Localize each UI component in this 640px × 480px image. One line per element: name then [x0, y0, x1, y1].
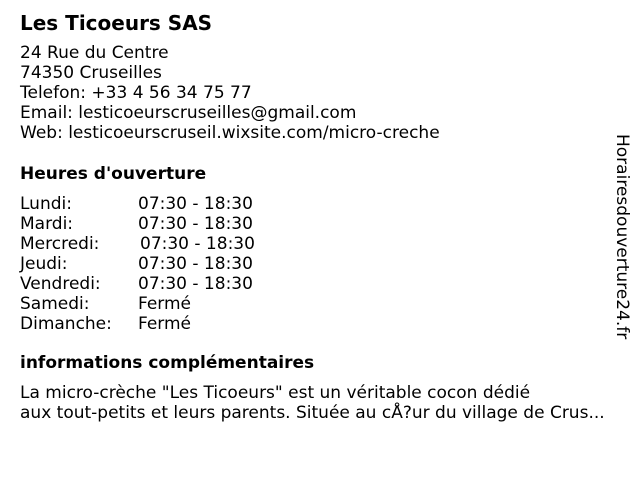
additional-info-text — [20, 383, 630, 423]
day-hours: 07:30 - 18:30 — [140, 234, 255, 254]
hours-row-thursday — [20, 254, 255, 274]
day-hours: Fermé — [138, 314, 192, 334]
opening-hours-list — [20, 194, 255, 334]
day-label: Mardi: — [20, 214, 74, 234]
street-address: 24 Rue du Centre — [20, 43, 169, 63]
info-line: La micro-crèche "Les Ticoeurs" est un véritable cocon dédié — [20, 383, 531, 403]
hours-row-wednesday — [20, 234, 255, 254]
day-label: Mercredi: — [20, 234, 100, 254]
business-name: Les Ticoeurs SAS — [20, 11, 213, 35]
day-hours: 07:30 - 18:30 — [138, 214, 253, 234]
website-url: Web: lesticoeurscruseil.wixsite.com/micro-creche — [20, 123, 440, 143]
day-hours: 07:30 - 18:30 — [138, 254, 253, 274]
contact-block — [20, 43, 440, 143]
hours-row-saturday — [20, 294, 255, 314]
day-label: Vendredi: — [20, 274, 101, 294]
email-address: Email: lesticoeurscruseilles@gmail.com — [20, 103, 357, 123]
city-address: 74350 Cruseilles — [20, 63, 162, 83]
hours-row-tuesday — [20, 214, 255, 234]
day-hours: Fermé — [138, 294, 192, 314]
day-label: Samedi: — [20, 294, 90, 314]
hours-row-monday — [20, 194, 255, 214]
day-hours: 07:30 - 18:30 — [138, 274, 253, 294]
opening-hours-heading: Heures d'ouverture — [20, 164, 207, 184]
hours-row-friday — [20, 274, 255, 294]
day-label: Jeudi: — [20, 254, 68, 274]
day-label: Dimanche: — [20, 314, 112, 334]
day-hours: 07:30 - 18:30 — [138, 194, 253, 214]
site-watermark: Horairesdouverture24.fr — [612, 134, 632, 340]
hours-row-sunday — [20, 314, 255, 334]
day-label: Lundi: — [20, 194, 72, 214]
info-line: aux tout-petits et leurs parents. Située au cÅ?ur du village de Crus... — [20, 403, 605, 423]
phone-number: Telefon: +33 4 56 34 75 77 — [20, 83, 252, 103]
additional-info-heading: informations complémentaires — [20, 353, 315, 373]
